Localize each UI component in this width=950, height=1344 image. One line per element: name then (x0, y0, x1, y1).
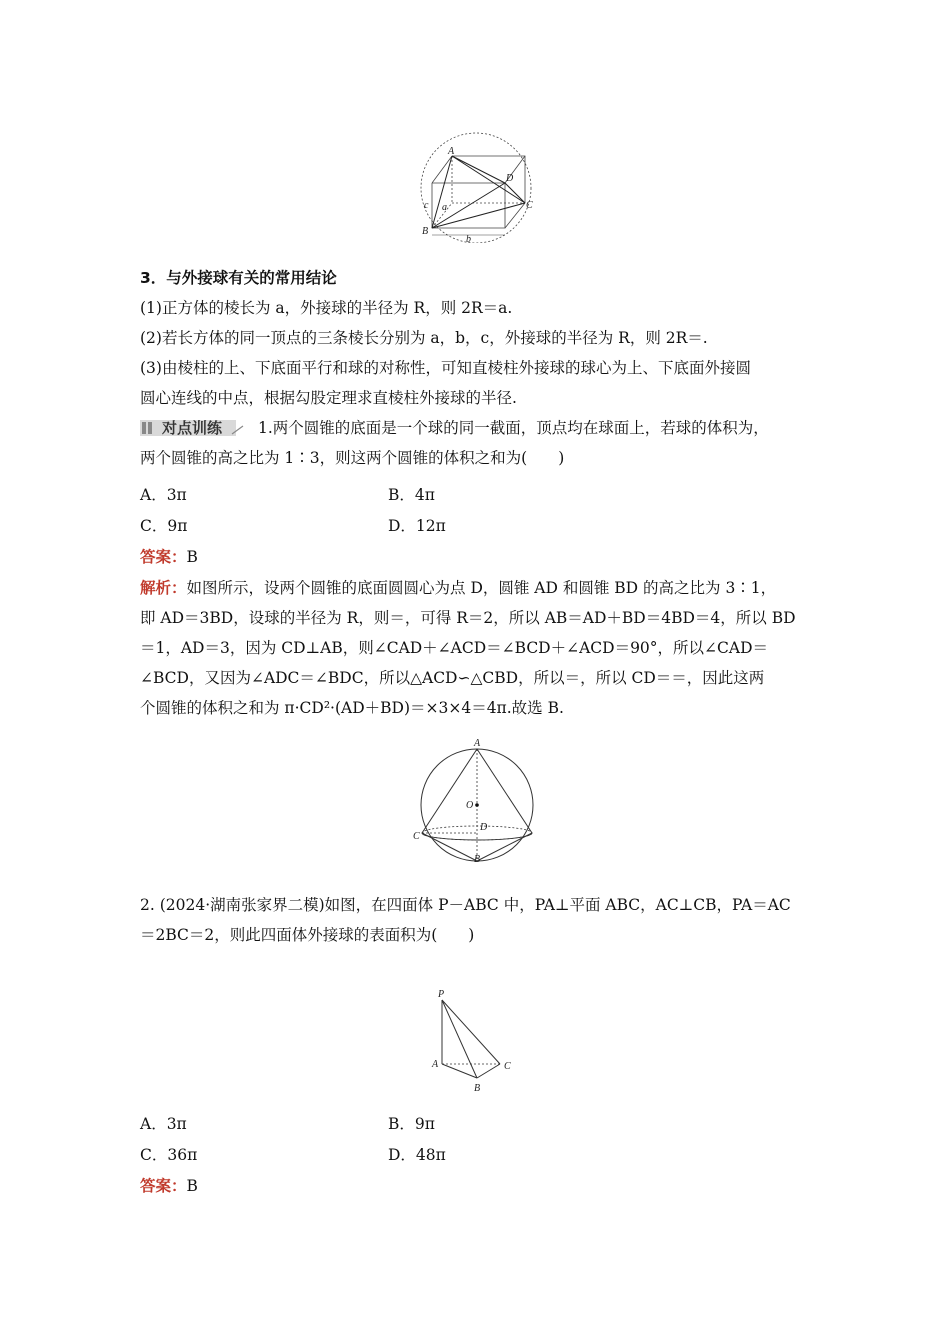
figure-tetrahedron (428, 988, 523, 1096)
question-1-line2: 两个圆锥的高之比为 1∶3，则这两个圆锥的体积之和为( ) (140, 449, 565, 467)
figure-cuboid-sphere (410, 128, 540, 243)
answer-value: B (186, 548, 198, 566)
conclusion-3-line2: 圆心连线的中点，根据勾股定理求直棱柱外接球的半径. (140, 389, 517, 407)
analysis-line1 (140, 578, 776, 598)
q2-options-row2 (140, 1145, 446, 1165)
q2-option-b[interactable]: B．9π (388, 1115, 435, 1133)
fig1-label-b-edge: b (466, 234, 471, 243)
fig1-label-a-edge: a (442, 202, 447, 213)
training-badge (140, 418, 244, 438)
fig1-label-c-vertex: C (526, 200, 533, 211)
fig2-label-c: C (413, 831, 420, 842)
fig2-label-d: D (480, 822, 488, 833)
question-2-line2: ＝2BC＝2，则此四面体外接球的表面积为( ) (140, 926, 475, 944)
fig3-label-c: C (504, 1061, 511, 1072)
q1-option-b[interactable]: B．4π (388, 486, 435, 504)
conclusion-3-line1: (3)由棱柱的上、下底面平行和球的对称性，可知直棱柱外接球的球心为上、下底面外接圆 (140, 359, 751, 377)
conclusion-1: (1)正方体的棱长为 a，外接球的半径为 R，则 2R＝a. (140, 299, 513, 317)
analysis-label: 解析： (140, 579, 187, 597)
q2-answer (140, 1176, 198, 1196)
q2-option-c[interactable]: C．36π (140, 1146, 198, 1164)
training-badge-label: 对点训练 (162, 419, 223, 437)
question-1-line1: 1.两个圆锥的底面是一个球的同一截面，顶点均在球面上，若球的体积为， (258, 419, 769, 437)
q2-answer-label: 答案： (140, 1177, 187, 1195)
analysis-line5: 个圆锥的体积之和为 π·CD²·(AD＋BD)＝×3×4＝4π.故选 B. (140, 699, 564, 717)
analysis-line2: 即 AD＝3BD，设球的半径为 R，则＝，可得 R＝2，所以 AB＝AD＋BD＝4BD＝4，所以 BD (140, 609, 796, 627)
fig3-label-p: P (438, 989, 445, 1000)
section-3-heading: 3．与外接球有关的常用结论 (140, 269, 337, 287)
analysis-text-1: 如图所示，设两个圆锥的底面圆圆心为点 D，圆锥 AD 和圆锥 BD 的高之比为 3∶1， (186, 579, 777, 597)
fig3-label-a: A (432, 1059, 439, 1070)
question-2-line1: 2. (2024·湖南张家界二模)如图，在四面体 P－ABC 中，PA⊥平面 ABC，AC⊥CB，PA＝AC (140, 896, 791, 914)
fig1-label-a-vertex: A (448, 146, 455, 157)
answer-label: 答案： (140, 548, 187, 566)
analysis-line3: ＝1，AD＝3，因为 CD⊥AB，则∠CAD＋∠ACD＝∠BCD＋∠ACD＝90°，所以∠CAD＝ (140, 639, 769, 657)
q2-option-d[interactable]: D．48π (388, 1146, 446, 1164)
q2-answer-value: B (186, 1177, 198, 1195)
fig1-label-b-vertex: B (422, 226, 429, 237)
q1-answer (140, 547, 198, 567)
fig3-label-b: B (474, 1083, 481, 1094)
fig2-label-a: A (474, 738, 481, 749)
q1-options-row2 (140, 516, 446, 536)
q1-options-row1 (140, 485, 435, 505)
q1-option-a[interactable]: A．3π (140, 486, 187, 504)
conclusion-2: (2)若长方体的同一顶点的三条棱长分别为 a，b，c，外接球的半径为 R，则 2R＝. (140, 329, 708, 347)
fig2-label-b: B (474, 854, 481, 863)
q1-option-c[interactable]: C．9π (140, 517, 188, 535)
q1-option-d[interactable]: D．12π (388, 517, 446, 535)
q2-options-row1 (140, 1114, 435, 1134)
figure-two-cones-sphere (410, 735, 545, 863)
fig1-label-d: D (506, 173, 514, 184)
fig2-label-o: O (466, 800, 474, 811)
analysis-line4: ∠BCD，又因为∠ADC＝∠BDC，所以△ACD∽△CBD，所以＝，所以 CD＝＝，因此这两 (140, 669, 765, 687)
q2-option-a[interactable]: A．3π (140, 1115, 187, 1133)
fig1-label-c-edge: c (424, 200, 429, 211)
